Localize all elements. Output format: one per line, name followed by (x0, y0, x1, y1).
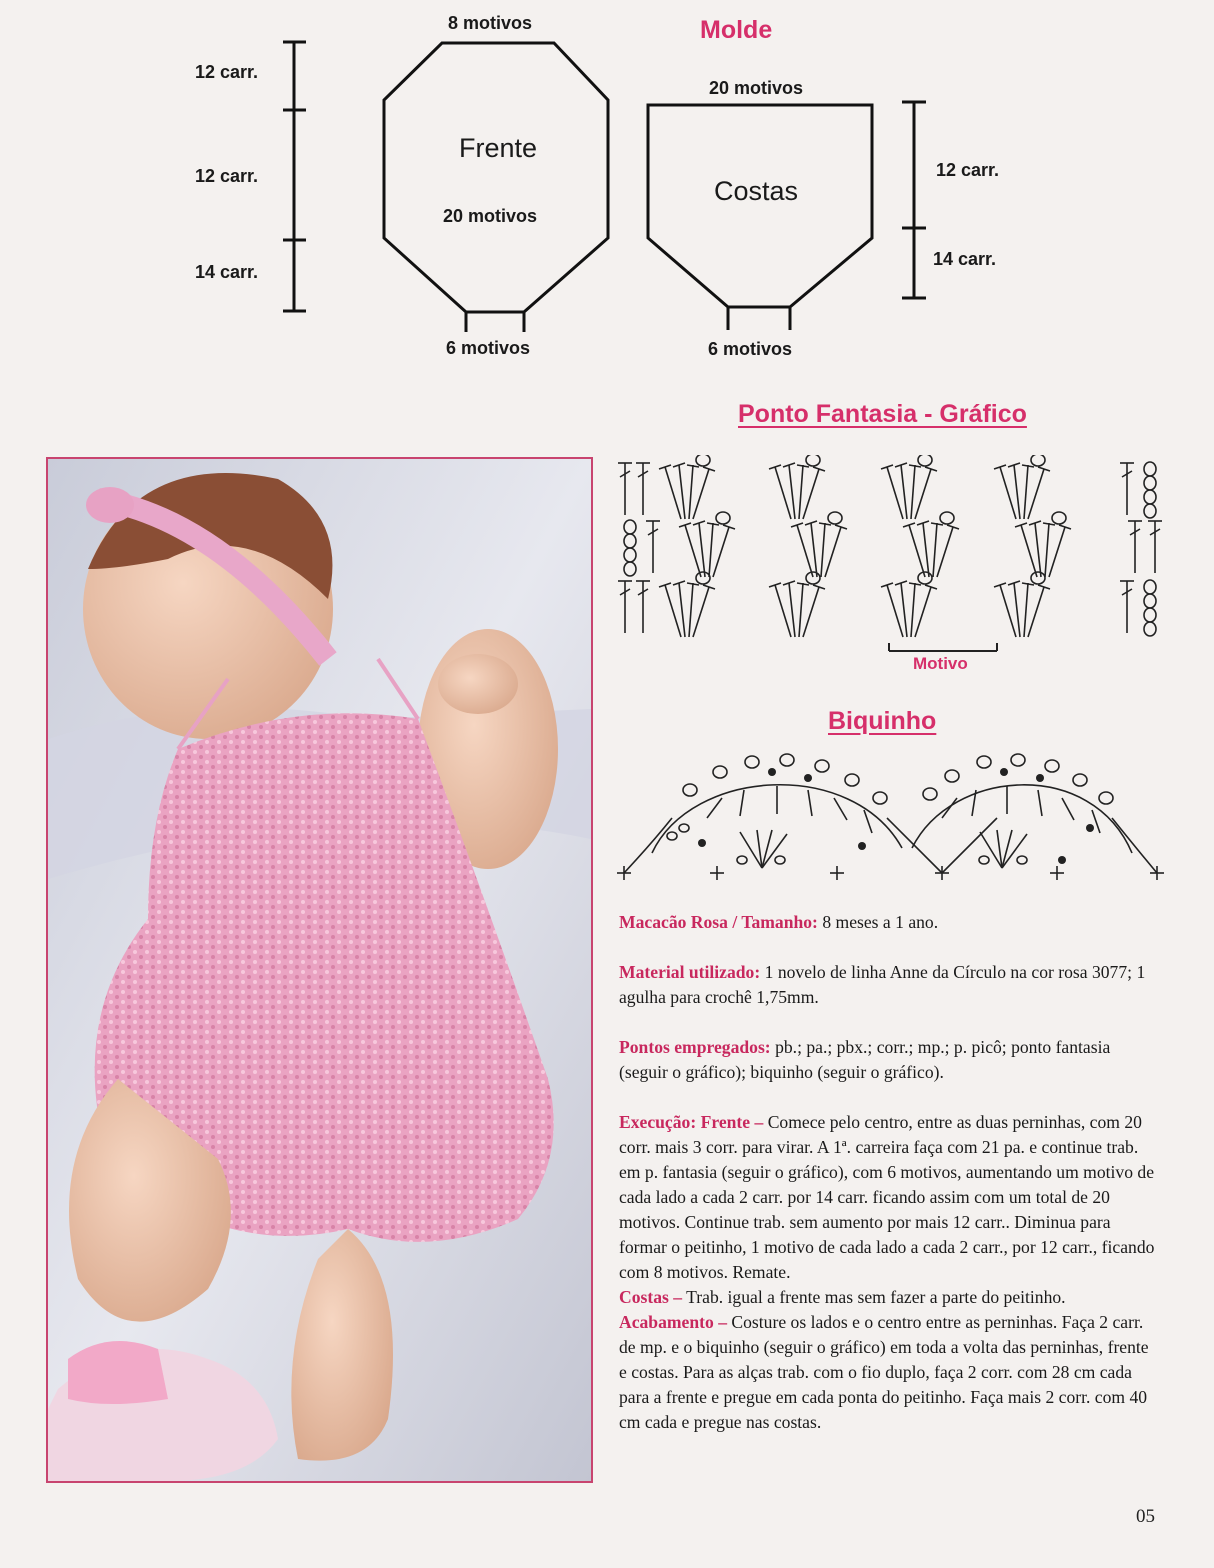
costas-bottom-label: 6 motivos (708, 339, 793, 359)
molde-diagram (0, 0, 1214, 400)
material-paragraph (619, 960, 1159, 1010)
finishing-value: Costure os lados e o centro entre as perninhas. Faça 2 carr. de mp. e o biquinho (seguir o gráfico) em toda a volta das perninhas, frente e costas. Para as alças trab. com o fio duplo, faça 2 corr. com 28 cm cada para a frente e pregue em cada ponta do peitinho. Faça mais 2 corr. com 40 cm cada e pregue nas costas. (619, 1312, 1149, 1432)
grafico-title: Ponto Fantasia - Gráfico (738, 400, 1027, 428)
biquinho-title: Biquinho (828, 707, 937, 735)
size-paragraph (619, 910, 1159, 935)
scale-right-1: 12 carr. (936, 160, 1000, 180)
baby-photo (46, 457, 593, 1483)
scale-left-1: 12 carr. (195, 62, 259, 82)
execution-key: Execução: Frente – (619, 1112, 764, 1132)
costas-label: Costas (714, 176, 799, 206)
finishing-paragraph (619, 1310, 1159, 1435)
size-value: 8 meses a 1 ano. (817, 912, 939, 932)
execution-value: Comece pelo centro, entre as duas perninhas, com 20 corr. mais 3 corr. para virar. A 1ª. carreira faça com 21 pa. e continue trab. em p. fantasia (seguir o gráfico), com 6 motivos, aumentando um motivo de cada lado a cada 2 carr. por 14 carr. ficando assim com um total de 20 motivos. Continue trab. sem aumento por mais 12 carr.. Diminua para formar o peitinho, 1 motivo de cada lado a cada 2 carr., por 12 carr., ficando com 8 motivos. Remate. (619, 1112, 1155, 1282)
stitches-key: Pontos empregados: (619, 1037, 771, 1057)
biquinho-chart (612, 748, 1172, 888)
molde-title: Molde (700, 16, 773, 44)
page-number: 05 (1136, 1506, 1155, 1527)
instructions (619, 910, 1159, 1435)
baby-romper-illustration (48, 459, 591, 1481)
scale-right-2: 14 carr. (933, 249, 997, 269)
back-paragraph (619, 1285, 1159, 1310)
scale-left-2: 12 carr. (195, 166, 259, 186)
stitches-paragraph (619, 1035, 1159, 1085)
frente-shape (384, 43, 608, 312)
grafico-chart (615, 455, 1175, 680)
frente-label: Frente (459, 133, 538, 163)
finishing-key: Acabamento – (619, 1312, 727, 1332)
motivo-label: Motivo (913, 654, 968, 673)
frente-middle-label: 20 motivos (443, 206, 538, 226)
material-value: 1 novelo de linha Anne da Círculo na cor rosa 3077; 1 agulha para crochê 1,75mm. (619, 962, 1146, 1007)
back-key: Costas – (619, 1287, 683, 1307)
frente-top-label: 8 motivos (448, 13, 533, 33)
frente-bottom-label: 6 motivos (446, 338, 531, 358)
back-value: Trab. igual a frente mas sem fazer a parte do peitinho. (682, 1287, 1066, 1307)
size-key: Macacão Rosa / Tamanho: (619, 912, 818, 932)
scale-left-3: 14 carr. (195, 262, 259, 282)
stitches-value: pb.; pa.; pbx.; corr.; mp.; p. picô; ponto fantasia (seguir o gráfico); biquinho (seguir o gráfico). (619, 1037, 1111, 1082)
execution-paragraph (619, 1110, 1159, 1285)
costas-top-label: 20 motivos (709, 78, 804, 98)
material-key: Material utilizado: (619, 962, 761, 982)
